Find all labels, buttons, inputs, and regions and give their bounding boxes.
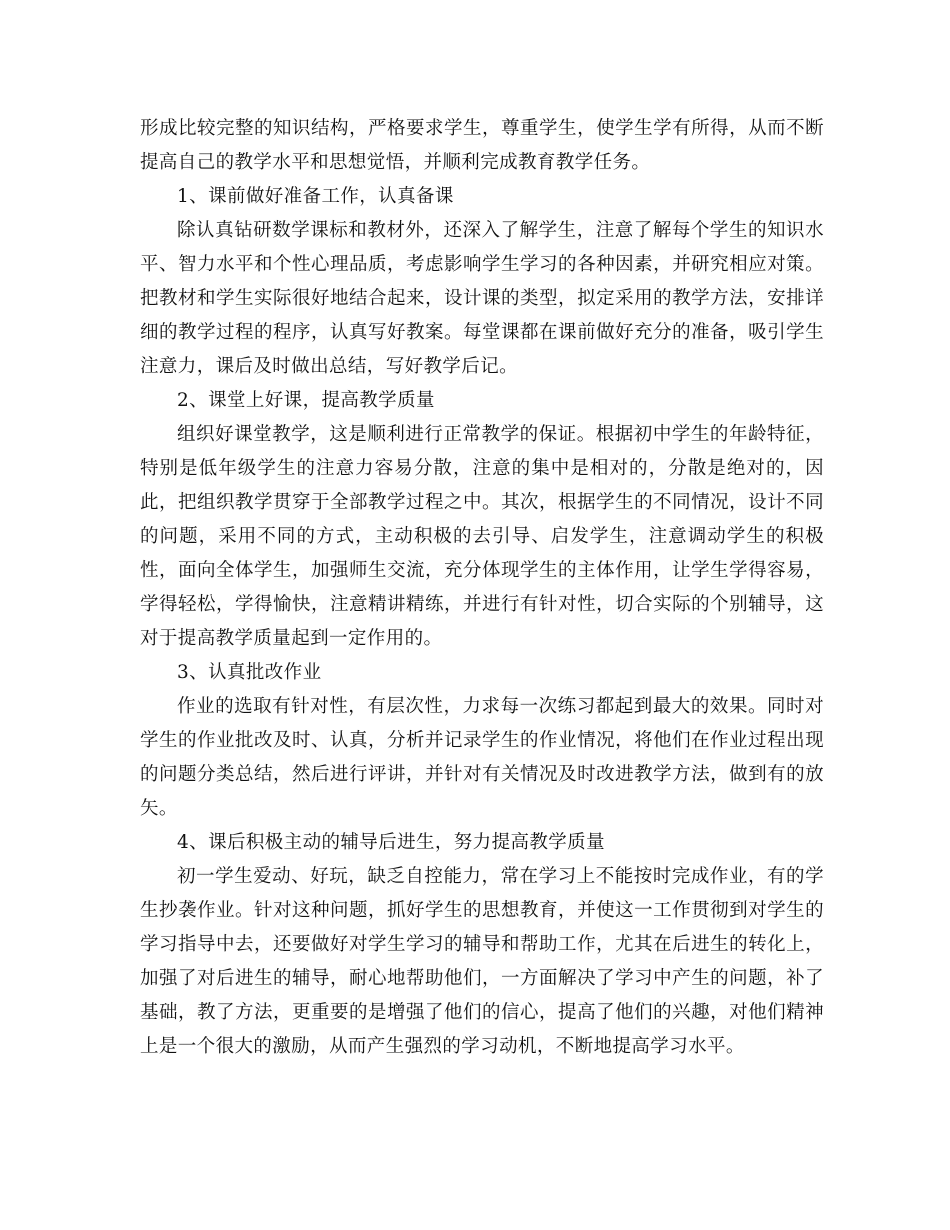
document-body [140, 112, 824, 1064]
section-heading-3: 3、认真批改作业 [177, 662, 322, 683]
paragraph-continuation: 形成比较完整的知识结构，严格要求学生，尊重学生，使学生学有所得，从而不断提高自己的教学水平和思想觉悟，并顺利完成教育教学任务。 [140, 118, 824, 173]
paragraph-homework-correction: 作业的选取有针对性，有层次性，力求每一次练习都起到最大的效果。同时对学生的作业批改及时、认真，分析并记录学生的作业情况，将他们在作业过程出现的问题分类总结，然后进行评讲，并针对有关情况及时改进教学方法，做到有的放矢。 [140, 696, 824, 819]
section-heading-4: 4、课后积极主动的辅导后进生，努力提高教学质量 [177, 832, 605, 853]
section-heading-2: 2、课堂上好课，提高教学质量 [177, 390, 435, 411]
section-heading-1: 1、课前做好准备工作，认真备课 [177, 186, 454, 207]
paragraph-lesson-preparation: 除认真钻研数学课标和教材外，还深入了解学生，注意了解每个学生的知识水平、智力水平和个性心理品质，考虑影响学生学习的各种因素，并研究相应对策。把教材和学生实际很好地结合起来，设计课的类型，拟定采用的教学方法，安排详细的教学过程的程序，认真写好教案。每堂课都在课前做好充分的准备，吸引学生注意力，课后及时做出总结，写好教学后记。 [140, 220, 824, 377]
paragraph-classroom-teaching: 组织好课堂教学，这是顺利进行正常教学的保证。根据初中学生的年龄特征，特别是低年级学生的注意力容易分散，注意的集中是相对的，分散是绝对的，因此，把组织教学贯穿于全部教学过程之中。其次，根据学生的不同情况，设计不同的问题，采用不同的方式，主动积极的去引导、启发学生，注意调动学生的积极性，面向全体学生，加强师生交流，充分体现学生的主体作用，让学生学得容易，学得轻松，学得愉快，注意精讲精练，并进行有针对性，切合实际的个别辅导，这对于提高教学质量起到一定作用的。 [140, 424, 824, 649]
paragraph-tutoring-students: 初一学生爱动、好玩，缺乏自控能力，常在学习上不能按时完成作业，有的学生抄袭作业。针对这种问题，抓好学生的思想教育，并使这一工作贯彻到对学生的学习指导中去，还要做好对学生学习的辅导和帮助工作，尤其在后进生的转化上，加强了对后进生的辅导，耐心地帮助他们，一方面解决了学习中产生的问题，补了基础，教了方法，更重要的是增强了他们的信心，提高了他们的兴趣，对他们精神上是一个很大的激励，从而产生强烈的学习动机，不断地提高学习水平。 [140, 866, 824, 1057]
